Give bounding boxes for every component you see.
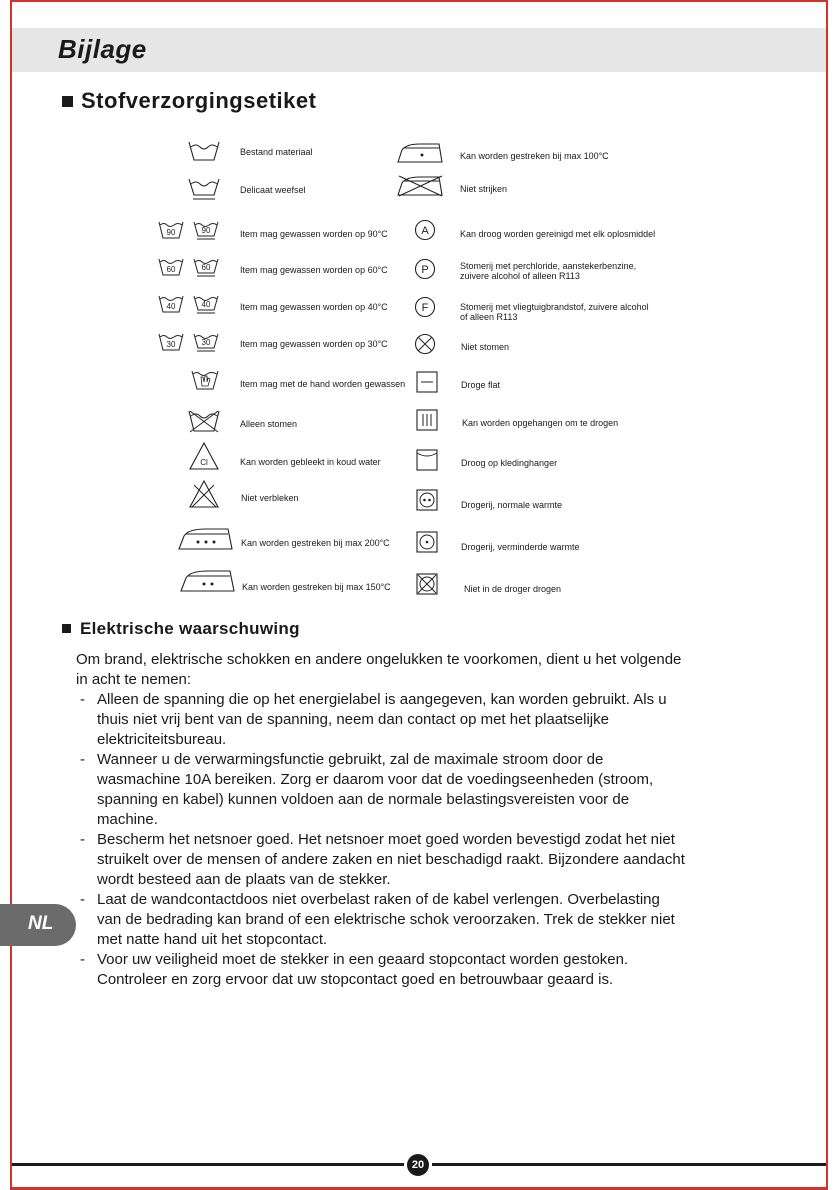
care-label-right-8: Kan worden opgehangen om te drogen — [462, 418, 619, 428]
care-label-right-4 — [460, 261, 636, 281]
wash-tub-delicate-icon — [186, 175, 222, 203]
electric-warning-heading — [62, 619, 300, 639]
svg-text:30: 30 — [201, 338, 211, 347]
dry-clean-p-icon — [414, 258, 436, 280]
iron-low-icon — [396, 141, 444, 165]
iron-medium-icon — [178, 568, 236, 594]
list-item: - Bescherm het netsnoer goed. Het netsnoer moet goed worden bevestigd zodat het niet struikelt over de mensen of andere zaken en niet beschadigd raakt. Bijzondere aandacht wordt besteed aan de plaats van de stekker. — [80, 831, 685, 888]
list-item: - Laat de wandcontactdoos niet overbelast raken of de kabel verlengen. Overbelasting van de bedrading kan brand of een elektrische schok veroorzaken. Trek de stekker niet met natte hand uit het stopcontact. — [80, 891, 675, 948]
care-label-left-5: Item mag gewassen worden op 40°C — [240, 302, 388, 312]
no-dry-clean-icon — [414, 333, 436, 355]
care-label-right-5-line2: of alleen R113 — [460, 312, 518, 322]
care-label-left-11: Kan worden gestreken bij max 200°C — [241, 538, 390, 548]
care-label-right-7: Droge flat — [461, 380, 501, 390]
care-label-left-6: Item mag gewassen worden op 30°C — [240, 339, 388, 349]
care-label-title: Stofverzorgingsetiket — [81, 88, 317, 113]
svg-text:40: 40 — [201, 300, 211, 309]
care-label-right-6: Niet stomen — [461, 342, 510, 352]
svg-text:40: 40 — [166, 302, 176, 311]
list-item: - Wanneer u de verwarmingsfunctie gebruikt, zal de maximale stroom door de wasmachine 10A bereiken. Zorg er daarom voor dat de voedingseenheden (stroom, spanning en kabel) kunnen voldoen aan de normale belastingsvereisten voor de machine. — [80, 751, 654, 828]
electric-warning-body — [76, 650, 686, 990]
tumble-dry-low-icon — [416, 531, 438, 553]
dry-clean-a-icon — [414, 219, 436, 241]
dry-clean-f-icon — [414, 296, 436, 318]
svg-text:A: A — [421, 225, 429, 237]
wash-60-gentle-icon — [192, 256, 220, 278]
page-border-top — [10, 0, 828, 2]
svg-text:Cl: Cl — [200, 458, 208, 467]
care-label-right-10: Drogerij, normale warmte — [461, 500, 563, 510]
svg-text:60: 60 — [201, 263, 211, 272]
page-number: 20 — [407, 1154, 429, 1176]
language-tab — [0, 904, 76, 946]
electric-warning-intro: Om brand, elektrische schokken en andere ongelukken te voorkomen, dient u het volgende in acht te nemen: — [76, 651, 682, 688]
hand-wash-icon — [190, 367, 220, 393]
header-bar — [12, 28, 826, 72]
page-border-right — [826, 0, 828, 1190]
footer-rule-right — [432, 1163, 826, 1166]
no-wash-icon — [186, 407, 222, 435]
no-bleach-icon — [188, 479, 220, 509]
svg-text:60: 60 — [166, 265, 176, 274]
svg-text:F: F — [421, 302, 429, 314]
care-label-left-9: Kan worden gebleekt in koud water — [240, 457, 381, 467]
care-label-right-5 — [460, 302, 649, 322]
list-item: - Voor uw veiligheid moet de stekker in een geaard stopcontact worden gestoken. Controleer en zorg ervoor dat uw stopcontact goed en betrouwbaar geaard is. — [80, 951, 629, 988]
wash-tub-icon — [186, 138, 222, 164]
iron-high-icon — [176, 526, 234, 552]
electric-warning-list — [76, 690, 686, 990]
care-label-right-1: Kan worden gestreken bij max 100°C — [460, 151, 609, 161]
care-label-right-4-line1: Stomerij met perchloride, aanstekerbenzine, — [460, 261, 637, 271]
square-bullet-icon — [62, 624, 71, 633]
wash-40-icon — [157, 293, 185, 315]
wash-40-gentle-icon — [192, 293, 220, 315]
electric-warning-title: Elektrische waarschuwing — [80, 619, 300, 638]
tumble-dry-normal-icon — [416, 489, 438, 511]
wash-30-icon — [157, 331, 185, 353]
wash-30-gentle-icon — [192, 331, 220, 353]
care-label-left-2: Delicaat weefsel — [240, 185, 306, 195]
care-label-left-8: Alleen stomen — [240, 419, 298, 429]
svg-text:P: P — [421, 264, 429, 276]
care-label-right-3: Kan droog worden gereinigd met elk oplosmiddel — [460, 229, 656, 239]
list-item: - Alleen de spanning die op het energielabel is aangegeven, kan worden gebruikt. Als u thuis niet vrij bent van de spanning, neem dan contact op met het plaatselijke elektriciteitsbureau. — [80, 691, 667, 748]
care-label-left-3: Item mag gewassen worden op 90°C — [240, 229, 388, 239]
care-label-right-4-line2: zuivere alcohol of alleen R113 — [460, 271, 580, 281]
footer-rule-left — [12, 1163, 404, 1166]
no-iron-icon — [396, 174, 444, 198]
svg-text:90: 90 — [166, 228, 176, 237]
svg-text:90: 90 — [201, 226, 211, 235]
care-label-right-5-line1: Stomerij met vliegtuigbrandstof, zuivere alcohol — [460, 302, 649, 312]
wash-60-icon — [157, 256, 185, 278]
language-tab-label: NL — [28, 913, 54, 934]
wash-90-icon — [157, 219, 185, 241]
care-label-left-1: Bestand materiaal — [240, 147, 313, 157]
care-label-left-4: Item mag gewassen worden op 60°C — [240, 265, 388, 275]
care-label-heading — [62, 88, 316, 114]
page-title: Bijlage — [58, 34, 147, 64]
care-label-right-9: Droog op kledinghanger — [461, 458, 558, 468]
page-border-left — [10, 0, 12, 1190]
care-label-right-2: Niet strijken — [460, 184, 508, 194]
line-dry-icon — [416, 409, 438, 431]
drip-dry-hanger-icon — [416, 449, 438, 471]
svg-text:30: 30 — [166, 340, 176, 349]
no-tumble-dry-icon — [416, 573, 438, 595]
care-label-left-10: Niet verbleken — [241, 493, 299, 503]
care-label-left-12: Kan worden gestreken bij max 150°C — [242, 582, 391, 592]
wash-90-gentle-icon — [192, 219, 220, 241]
care-label-left-7: Item mag met de hand worden gewassen — [240, 379, 406, 389]
care-label-right-12: Niet in de droger drogen — [464, 584, 562, 594]
square-bullet-icon — [62, 96, 73, 107]
dry-flat-icon — [416, 371, 438, 393]
care-label-right-11: Drogerij, verminderde warmte — [461, 542, 580, 552]
bleach-triangle-icon — [188, 441, 220, 471]
